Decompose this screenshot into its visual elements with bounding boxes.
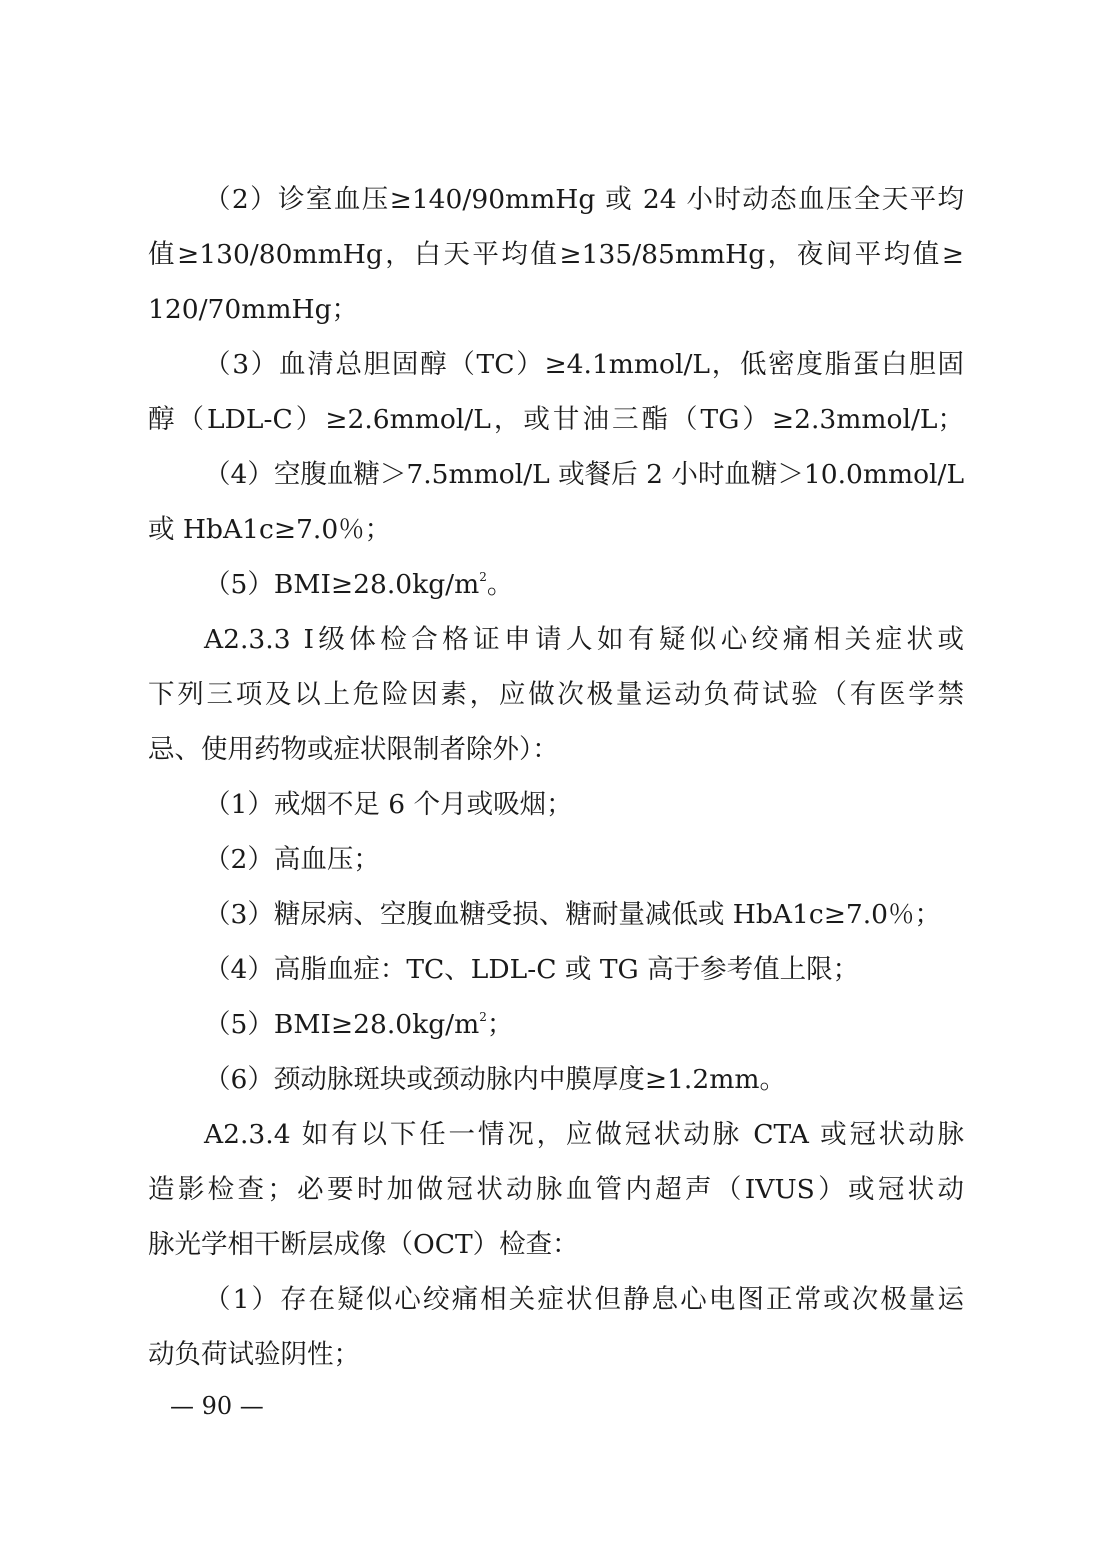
list-item: （3）糖尿病、空腹血糖受损、糖耐量减低或 HbA1c≥7.0％； [204,899,942,930]
list-item: （6）颈动脉斑块或颈动脉内中膜厚度≥1.2mm。 [204,1064,786,1095]
bmi-text: （5）BMI≥28.0kg/m [204,1009,480,1040]
section-heading-line: A2.3.3 Ⅰ级体检合格证申请人如有疑似心绞痛相关症状或 [204,624,964,655]
bmi-text: （5）BMI≥28.0kg/m [204,569,480,600]
bmi-line [204,1005,964,1045]
text-line: 120/70mmHg； [148,294,359,325]
text-line: 下列三项及以上危险因素，应做次极量运动负荷试验（有医学禁 [148,679,964,710]
section-heading-line: A2.3.4 如有以下任一情况，应做冠状动脉 CTA 或冠状动脉 [204,1119,964,1150]
list-item: （2）高血压； [204,844,380,875]
text-line: （3）血清总胆固醇（TC）≥4.1mmol/L，低密度脂蛋白胆固 [204,349,964,380]
superscript: 2 [479,1010,487,1024]
superscript: 2 [479,570,487,584]
punctuation: ； [486,1009,514,1040]
punctuation: 。 [486,569,514,600]
text-line: 脉光学相干断层成像（OCT）检查： [148,1229,579,1260]
list-item: （4）高脂血症：TC、LDL-C 或 TG 高于参考值上限； [204,954,860,985]
text-line: 忌、使用药物或症状限制者除外）： [148,734,559,765]
text-line: 或 HbA1c≥7.0％； [148,514,392,545]
text-line: 值≥130/80mmHg，白天平均值≥135/85mmHg，夜间平均值≥ [148,239,964,270]
text-line: （1）存在疑似心绞痛相关症状但静息心电图正常或次极量运 [204,1284,964,1315]
text-line: （4）空腹血糖＞7.5mmol/L 或餐后 2 小时血糖＞10.0mmol/L [204,459,965,490]
text-line: 造影检查；必要时加做冠状动脉血管内超声（IVUS）或冠状动 [148,1174,964,1205]
page-number: — 90 — [170,1392,264,1420]
bmi-line [204,565,964,605]
text-line: （2）诊室血压≥140/90mmHg 或 24 小时动态血压全天平均 [204,184,964,215]
text-line: 动负荷试验阴性； [148,1339,360,1370]
list-item: （1）戒烟不足 6 个月或吸烟； [204,789,573,820]
text-line: 醇（LDL-C）≥2.6mmol/L，或甘油三酯（TG）≥2.3mmol/L； [148,404,964,435]
